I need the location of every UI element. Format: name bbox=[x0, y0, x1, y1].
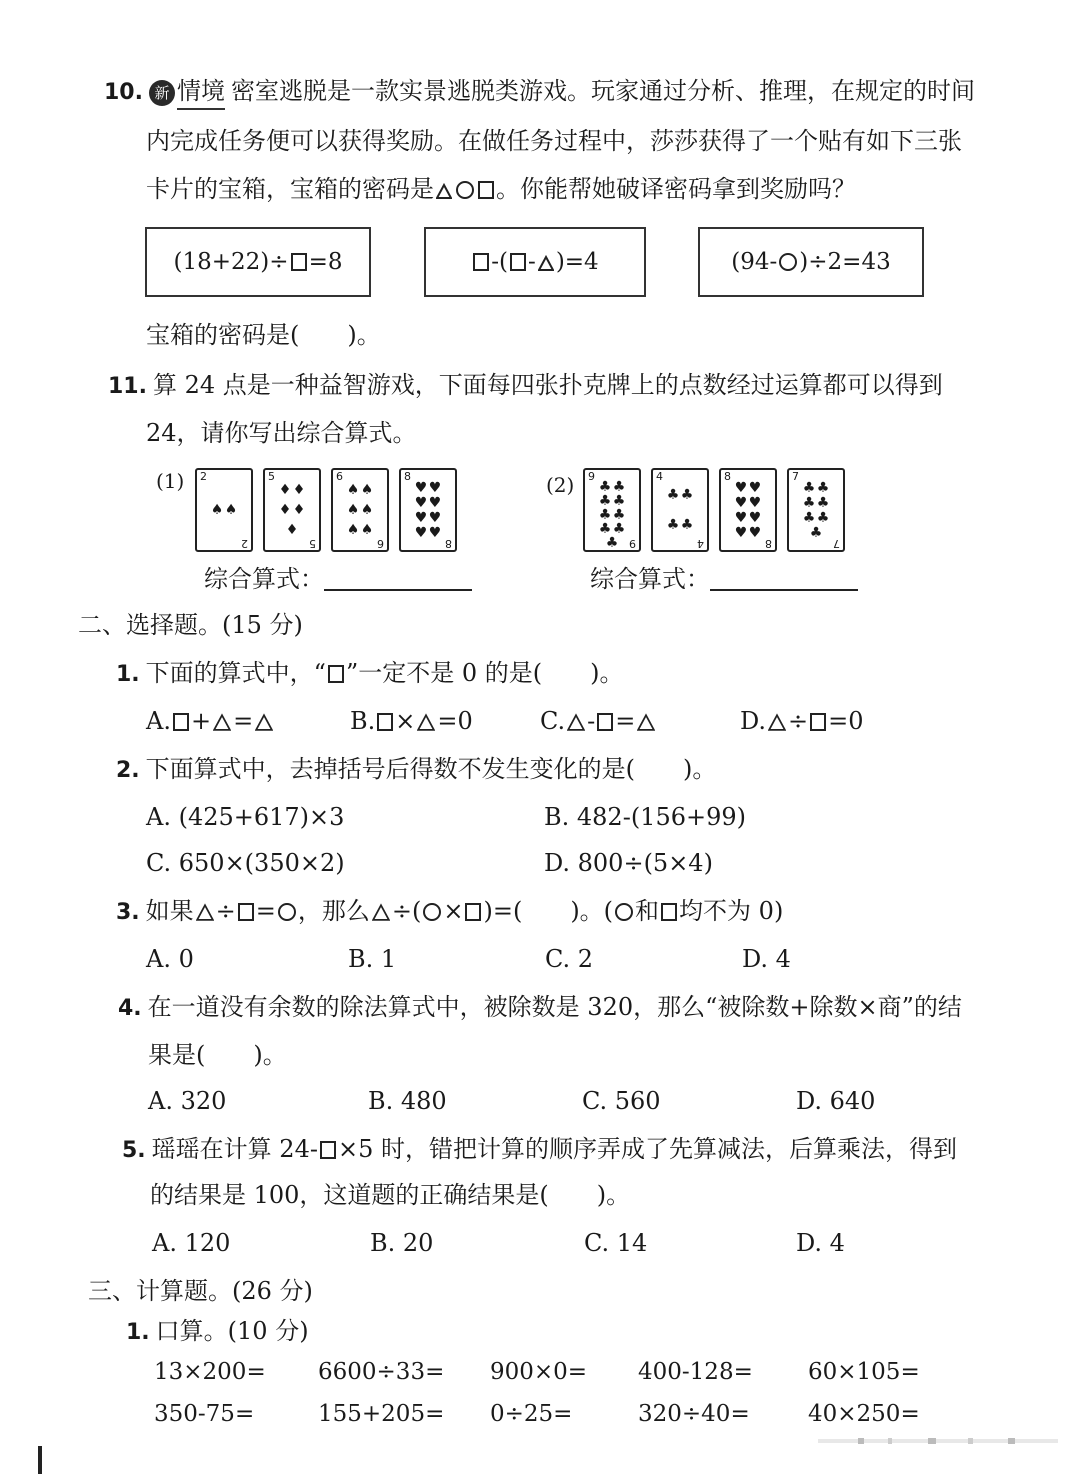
q11-formula-2 bbox=[590, 562, 858, 596]
circle-icon bbox=[779, 253, 797, 271]
s2-q1-option-b[interactable] bbox=[350, 704, 473, 740]
card-suit-icon: ♥ bbox=[734, 479, 748, 496]
playing-card bbox=[719, 468, 777, 552]
s2-q2-stem bbox=[116, 752, 716, 788]
s2-q1-option-a[interactable] bbox=[146, 704, 275, 740]
calc-item: 900×0= bbox=[490, 1359, 588, 1385]
card-pips bbox=[661, 480, 699, 540]
q10-line3 bbox=[146, 172, 856, 208]
card-suit-icon: ♥ bbox=[428, 494, 442, 511]
playing-card bbox=[399, 468, 457, 552]
triangle-icon bbox=[196, 896, 214, 930]
operator: + bbox=[190, 707, 212, 735]
q10-line1 bbox=[104, 74, 975, 110]
circle-icon bbox=[456, 181, 474, 199]
card-suit-icon: ♣ bbox=[666, 517, 680, 533]
s2-q5-stem bbox=[122, 1132, 957, 1168]
card-suit-icon: ♥ bbox=[428, 509, 442, 526]
card-suit-icon: ♠ bbox=[360, 522, 374, 538]
operator: ÷( bbox=[391, 897, 422, 925]
card-pips bbox=[409, 480, 447, 540]
card-suit-icon: ♥ bbox=[734, 524, 748, 541]
operator: × bbox=[443, 897, 464, 925]
card-rank: 9 bbox=[629, 537, 636, 550]
q11-formula-2-blank[interactable] bbox=[710, 589, 858, 591]
card-pips bbox=[729, 480, 767, 540]
circle-icon bbox=[278, 903, 296, 921]
card-suit-icon: ♣ bbox=[598, 479, 612, 495]
q10-text-line3a: 卡片的宝箱，宝箱的密码是 bbox=[146, 175, 434, 203]
q10-card-1 bbox=[145, 227, 371, 297]
calc-item: 40×250= bbox=[808, 1401, 920, 1427]
section2-title: 二、选择题。(15 分) bbox=[78, 611, 303, 639]
card-rank: 2 bbox=[200, 470, 207, 483]
card-suit-icon: ♠ bbox=[360, 482, 374, 498]
card-rank: 4 bbox=[656, 470, 663, 483]
q10-card-1-text-b: =8 bbox=[308, 249, 343, 275]
s2-q1-text-b: ”一定不是 0 的是( )。 bbox=[345, 659, 624, 687]
triangle-icon bbox=[637, 706, 655, 740]
s2-q5-option-a[interactable]: A. 120 bbox=[152, 1229, 231, 1257]
q11-formula-1-blank[interactable] bbox=[324, 589, 472, 591]
card-suit-icon: ♥ bbox=[748, 494, 762, 511]
s3-q1-title-text: 口算。(10 分) bbox=[155, 1317, 309, 1345]
q10-card-2 bbox=[424, 227, 646, 297]
card-suit-icon: ♣ bbox=[816, 494, 830, 511]
square-icon bbox=[291, 253, 307, 271]
square-icon bbox=[478, 181, 494, 199]
q11-formula-1-label: 综合算式： bbox=[204, 565, 324, 593]
q10-number: 10. bbox=[104, 80, 143, 105]
s2-q1-stem bbox=[116, 656, 623, 692]
card-suit-icon: ♥ bbox=[428, 479, 442, 496]
s2-q1-option-d[interactable] bbox=[740, 704, 864, 740]
square-icon bbox=[328, 665, 344, 683]
card-suit-icon: ♦ bbox=[285, 522, 299, 538]
option-letter: C. bbox=[540, 707, 566, 735]
playing-card bbox=[263, 468, 321, 552]
card-suit-icon: ♠ bbox=[346, 482, 360, 498]
s2-q4-number: 4. bbox=[118, 996, 142, 1021]
q11-number: 11. bbox=[108, 374, 147, 399]
operator: = bbox=[255, 897, 276, 925]
q10-card-3-text-a: (94- bbox=[731, 249, 778, 275]
q11-text-line2: 24，请你写出综合算式。 bbox=[146, 419, 417, 447]
card-suit-icon: ♥ bbox=[428, 524, 442, 541]
s2-q1-number: 1. bbox=[116, 662, 140, 687]
q10-card-2-text-b: - bbox=[528, 249, 536, 275]
card-suit-icon: ♣ bbox=[816, 479, 830, 496]
triangle-icon bbox=[213, 706, 231, 740]
card-rank: 9 bbox=[588, 470, 595, 483]
s2-q5-option-c[interactable]: C. 14 bbox=[584, 1229, 648, 1257]
card-suit-icon: ♥ bbox=[414, 479, 428, 496]
s2-q2-option-b[interactable]: B. 482-(156+99) bbox=[544, 803, 746, 831]
playing-card bbox=[583, 468, 641, 552]
s2-q5-text-line2: 的结果是 100，这道题的正确结果是( )。 bbox=[150, 1181, 631, 1209]
square-icon bbox=[465, 903, 481, 921]
card-suit-icon: ♣ bbox=[816, 509, 830, 526]
calc-item: 320÷40= bbox=[638, 1401, 750, 1427]
square-icon bbox=[597, 713, 613, 731]
section3-title: 三、计算题。(26 分) bbox=[88, 1277, 313, 1305]
q10-card-3 bbox=[698, 227, 924, 297]
s2-q5-text-b: ×5 时，错把计算的顺序弄成了先算减法，后算乘法，得到 bbox=[337, 1135, 957, 1163]
s2-q3-text: )=( )。( bbox=[483, 897, 614, 925]
card-suit-icon: ♦ bbox=[278, 482, 292, 498]
card-rank: 8 bbox=[445, 537, 452, 550]
card-suit-icon: ♠ bbox=[210, 502, 224, 518]
q10-answer: 宝箱的密码是( )。 bbox=[146, 321, 381, 349]
q11-line1 bbox=[108, 368, 943, 404]
square-icon bbox=[238, 903, 254, 921]
calc-item: 400-128= bbox=[638, 1359, 753, 1385]
card-pips bbox=[593, 479, 631, 551]
card-suit-icon: ♣ bbox=[612, 479, 626, 495]
playing-card bbox=[787, 468, 845, 552]
calc-item: 350-75= bbox=[154, 1401, 255, 1427]
operator: =0 bbox=[828, 707, 864, 735]
s2-q3-text: ，那么 bbox=[297, 897, 370, 925]
square-icon bbox=[377, 713, 393, 731]
card-pips bbox=[205, 480, 243, 540]
operator: ÷ bbox=[215, 897, 236, 925]
square-icon bbox=[510, 253, 526, 271]
s2-q5-option-b[interactable]: B. 20 bbox=[370, 1229, 434, 1257]
card-rank: 8 bbox=[724, 470, 731, 483]
s2-q1-option-c[interactable] bbox=[540, 704, 657, 740]
card-rank: 5 bbox=[268, 470, 275, 483]
s2-q4-text-line2: 果是( )。 bbox=[148, 1041, 287, 1069]
card-suit-icon: ♥ bbox=[748, 524, 762, 541]
card-rank: 6 bbox=[377, 537, 384, 550]
card-suit-icon: ♣ bbox=[680, 517, 694, 533]
q10-text-line1: 密室逃脱是一款实景逃脱类游戏。玩家通过分析、推理，在规定的时间 bbox=[230, 77, 975, 105]
operator: ÷ bbox=[788, 707, 809, 735]
operator: - bbox=[587, 707, 596, 735]
q10-tag: 情境 bbox=[177, 74, 225, 110]
card-suit-icon: ♣ bbox=[598, 507, 612, 523]
circle-icon bbox=[615, 903, 633, 921]
q11-formula-1 bbox=[204, 562, 472, 596]
option-letter: D. bbox=[740, 707, 767, 735]
s2-q2-number: 2. bbox=[116, 758, 140, 783]
card-suit-icon: ♣ bbox=[605, 535, 619, 551]
card-suit-icon: ♣ bbox=[809, 524, 823, 541]
circle-icon bbox=[423, 903, 441, 921]
card-rank: 4 bbox=[697, 537, 704, 550]
card-suit-icon: ♠ bbox=[346, 522, 360, 538]
s2-q2-option-d[interactable]: D. 800÷(5×4) bbox=[544, 849, 713, 877]
s2-q4-option-b[interactable]: B. 480 bbox=[368, 1087, 447, 1115]
calc-item: 6600÷33= bbox=[318, 1359, 445, 1385]
s2-q4-option-a[interactable]: A. 320 bbox=[148, 1087, 227, 1115]
s2-q4-option-c[interactable]: C. 560 bbox=[582, 1087, 661, 1115]
q11-formula-2-label: 综合算式： bbox=[590, 565, 710, 593]
card-suit-icon: ♠ bbox=[360, 502, 374, 518]
card-suit-icon: ♦ bbox=[292, 482, 306, 498]
card-suit-icon: ♦ bbox=[292, 502, 306, 518]
card-rank: 7 bbox=[833, 537, 840, 550]
card-suit-icon: ♣ bbox=[598, 493, 612, 509]
card-suit-icon: ♠ bbox=[224, 502, 238, 518]
triangle-icon bbox=[255, 706, 273, 740]
card-rank: 7 bbox=[792, 470, 799, 483]
s2-q1-text-a: 下面的算式中，“ bbox=[145, 659, 326, 687]
q11-text-line1: 算 24 点是一种益智游戏，下面每四张扑克牌上的点数经过运算都可以得到 bbox=[152, 371, 943, 399]
new-badge-icon: 新 bbox=[149, 80, 175, 106]
page-edge-mark bbox=[38, 1446, 42, 1474]
card-suit-icon: ♥ bbox=[414, 494, 428, 511]
option-letter: A. bbox=[146, 707, 171, 735]
s3-q1-number: 1. bbox=[126, 1320, 150, 1345]
card-suit-icon: ♦ bbox=[278, 502, 292, 518]
square-icon bbox=[173, 713, 189, 731]
card-suit-icon: ♣ bbox=[598, 521, 612, 537]
card-suit-icon: ♣ bbox=[802, 509, 816, 526]
triangle-icon bbox=[436, 174, 452, 208]
square-icon bbox=[473, 253, 489, 271]
operator: = bbox=[233, 707, 254, 735]
s2-q3-text: 和 bbox=[635, 897, 660, 925]
card-suit-icon: ♣ bbox=[612, 521, 626, 537]
q10-card-2-text-c: )=4 bbox=[555, 249, 599, 275]
s2-q3-option-c[interactable]: C. 2 bbox=[545, 945, 594, 973]
card-suit-icon: ♥ bbox=[734, 494, 748, 511]
square-icon bbox=[661, 903, 677, 921]
card-suit-icon: ♣ bbox=[680, 487, 694, 503]
s2-q5-option-d[interactable]: D. 4 bbox=[796, 1229, 845, 1257]
s2-q2-option-a[interactable]: A. (425+617)×3 bbox=[146, 803, 345, 831]
operator: = bbox=[615, 707, 636, 735]
card-suit-icon: ♣ bbox=[802, 494, 816, 511]
operator: × bbox=[395, 707, 416, 735]
s2-q4-option-d[interactable]: D. 640 bbox=[796, 1087, 876, 1115]
triangle-icon bbox=[372, 896, 390, 930]
card-pips bbox=[341, 480, 379, 540]
s2-q2-option-c[interactable]: C. 650×(350×2) bbox=[146, 849, 345, 877]
calc-item: 60×105= bbox=[808, 1359, 920, 1385]
square-icon bbox=[320, 1141, 336, 1159]
q10-card-1-text-a: (18+22)÷ bbox=[173, 249, 289, 275]
card-rank: 2 bbox=[241, 537, 248, 550]
s2-q3-option-a[interactable]: A. 0 bbox=[146, 945, 194, 973]
calc-item: 0÷25= bbox=[490, 1401, 573, 1427]
card-suit-icon: ♥ bbox=[748, 479, 762, 496]
s2-q3-number: 3. bbox=[116, 900, 140, 925]
square-icon bbox=[810, 713, 826, 731]
card-suit-icon: ♣ bbox=[612, 493, 626, 509]
card-suit-icon: ♣ bbox=[802, 479, 816, 496]
card-pips bbox=[797, 480, 835, 540]
card-suit-icon: ♥ bbox=[414, 524, 428, 541]
s2-q4-text-line1: 在一道没有余数的除法算式中，被除数是 320，那么“被除数+除数×商”的结 bbox=[147, 993, 962, 1021]
s2-q5-text-a: 瑶瑶在计算 24- bbox=[151, 1135, 318, 1163]
triangle-icon bbox=[768, 706, 786, 740]
s2-q2-text: 下面算式中，去掉括号后得数不发生变化的是( )。 bbox=[145, 755, 717, 783]
scan-artifact-bar bbox=[818, 1436, 1058, 1446]
q10-card-2-text-a: -( bbox=[491, 249, 509, 275]
card-suit-icon: ♠ bbox=[346, 502, 360, 518]
s2-q3-text: 均不为 0) bbox=[679, 897, 784, 925]
s2-q3-text: 如果 bbox=[145, 897, 194, 925]
card-pips bbox=[273, 480, 311, 540]
card-suit-icon: ♥ bbox=[414, 509, 428, 526]
card-rank: 5 bbox=[309, 537, 316, 550]
playing-card bbox=[331, 468, 389, 552]
card-suit-icon: ♣ bbox=[612, 507, 626, 523]
q10-card-3-text-b: )÷2=43 bbox=[799, 249, 891, 275]
calc-item: 13×200= bbox=[154, 1359, 266, 1385]
s2-q3-stem bbox=[116, 894, 783, 930]
q10-text-line3b: 。你能帮她破译密码拿到奖励吗？ bbox=[496, 175, 856, 203]
option-letter: B. bbox=[350, 707, 376, 735]
card-rank: 8 bbox=[765, 537, 772, 550]
s2-q3-option-d[interactable]: D. 4 bbox=[742, 945, 791, 973]
q11-group2-label: (2) bbox=[546, 473, 575, 497]
card-rank: 6 bbox=[336, 470, 343, 483]
triangle-icon bbox=[417, 706, 435, 740]
s2-q5-number: 5. bbox=[122, 1138, 146, 1163]
playing-card bbox=[651, 468, 709, 552]
s2-q3-option-b[interactable]: B. 1 bbox=[348, 945, 397, 973]
operator: =0 bbox=[437, 707, 473, 735]
card-suit-icon: ♣ bbox=[666, 487, 680, 503]
s3-q1-title bbox=[126, 1314, 309, 1350]
triangle-icon bbox=[567, 706, 585, 740]
card-rank: 8 bbox=[404, 470, 411, 483]
card-suit-icon: ♥ bbox=[734, 509, 748, 526]
triangle-icon bbox=[538, 231, 554, 297]
q11-group1-label: (1) bbox=[156, 469, 185, 493]
q10-text-line2: 内完成任务便可以获得奖励。在做任务过程中，莎莎获得了一个贴有如下三张 bbox=[146, 127, 962, 155]
playing-card bbox=[195, 468, 253, 552]
s2-q4-stem bbox=[118, 990, 962, 1026]
calc-item: 155+205= bbox=[318, 1401, 445, 1427]
card-suit-icon: ♥ bbox=[748, 509, 762, 526]
